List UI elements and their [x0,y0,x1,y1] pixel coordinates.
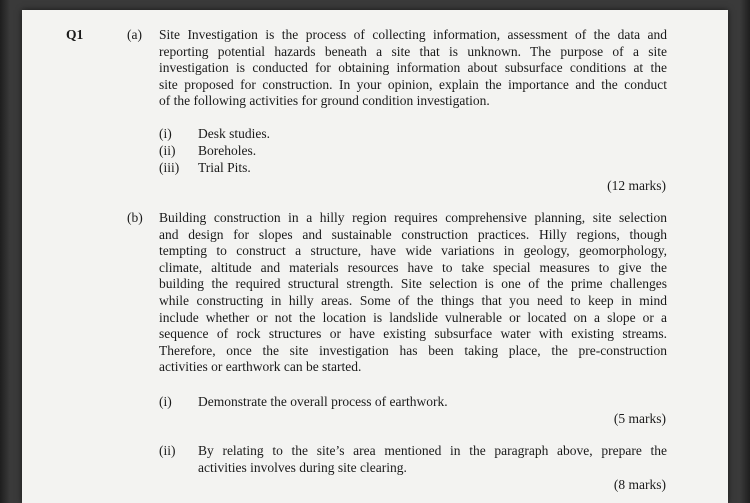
item-ii-text: Boreholes. [198,143,257,158]
part-b-text [159,210,667,376]
sub-i-num: (i) [159,394,172,409]
item-iii-num: (iii) [159,160,180,175]
item-i-text: Desk studies. [198,126,270,141]
part-a-line: investigation is conducted for obtaining information about subsurface conditions at the [159,60,667,76]
part-b-line: and design for slopes and sustainable construction practices. Hilly regions, though [159,226,667,242]
part-a-label: (a) [127,27,142,42]
sub-ii-line: By relating to the site’s area mentioned in the paragraph above, prepare the [198,443,667,458]
part-a-line: Site Investigation is the process of collecting information, assessment of the data and [159,27,667,42]
part-a-line: site proposed for construction. In your opinion, explain the importance and the conduct [159,76,667,92]
question-number: Q1 [66,27,84,42]
part-b-label: (b) [127,210,143,225]
part-b-line: Therefore, once the site investigation has been taking place, the pre-construction [159,342,667,358]
sub-ii-line: activities involves during site clearing. [198,459,407,475]
part-b-line: Building construction in a hilly region requires comprehensive planning, site selection [159,210,667,225]
part-a-line: reporting potential hazards beneath a site that is unknown. The purpose of a site [159,43,667,59]
sub-ii-num: (ii) [159,443,176,458]
item-ii-num: (ii) [159,143,176,158]
part-a-marks: (12 marks) [607,178,666,193]
part-b-line: while constructing in hilly areas. Some of the things that you need to keep in mind [159,292,667,308]
sub-i-marks: (5 marks) [613,411,666,426]
item-i-num: (i) [159,126,172,141]
sub-ii-text [198,443,667,476]
part-b-line: activities or earthwork can be started. [159,359,362,375]
sub-i-text: Demonstrate the overall process of earthwork. [198,394,448,409]
sub-ii-marks: (8 marks) [613,477,666,492]
part-a-text [159,27,667,110]
item-iii-text: Trial Pits. [198,160,251,175]
part-b-line: tempting to construct a structure, have wide variations in geology, geomorphology, [159,243,667,259]
part-b-line: include whether or not the location is landslide vulnerable or located on a slope or a [159,309,667,325]
part-a-line: of the following activities for ground condition investigation. [159,93,490,109]
part-b-line: climate, altitude and materials resources have to take special measures to give the [159,259,667,275]
part-b-line: sequence of rock structures or have existing subsurface water with existing streams. [159,326,667,342]
part-b-line: building the required structural strength. Site selection is one of the prime challenges [159,276,667,292]
